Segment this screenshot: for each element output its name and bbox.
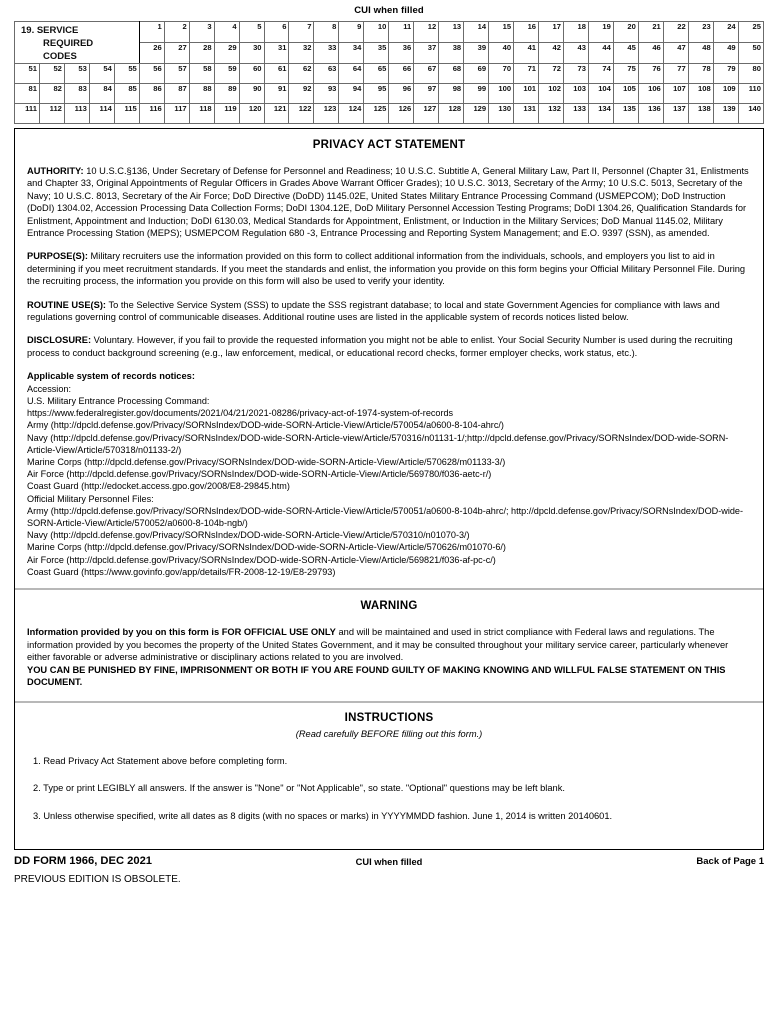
code-cell[interactable]: 1 bbox=[139, 22, 164, 43]
purpose-label: PURPOSE(S): bbox=[27, 251, 88, 262]
records-notices-list bbox=[27, 383, 751, 578]
code-cell[interactable]: 111 bbox=[15, 104, 40, 124]
records-notice-line: Air Force (http://dpcld.defense.gov/Privacy/SORNsIndex/DOD-wide-SORN-Article-View/Article/569821/f036-af-pc-c/) bbox=[27, 554, 496, 565]
code-cell[interactable]: 11 bbox=[389, 22, 414, 43]
records-notice-line: Marine Corps (http://dpcld.defense.gov/Privacy/SORNsIndex/DOD-wide-SORN-Article-View/Article/570628/m01133-3/) bbox=[27, 456, 506, 467]
codes-row bbox=[15, 104, 764, 124]
code-cell[interactable]: 60 bbox=[239, 64, 264, 84]
codes-table-body bbox=[15, 22, 764, 124]
code-cell[interactable]: 74 bbox=[588, 64, 613, 84]
code-cell[interactable]: 73 bbox=[563, 64, 588, 84]
code-cell[interactable]: 32 bbox=[289, 43, 314, 64]
service-required-codes-label bbox=[15, 22, 140, 64]
codes-row bbox=[15, 64, 764, 84]
code-cell[interactable]: 123 bbox=[314, 104, 339, 124]
statements-box bbox=[14, 128, 764, 850]
code-cell[interactable]: 8 bbox=[314, 22, 339, 43]
authority-label: AUTHORITY: bbox=[27, 166, 84, 176]
code-cell[interactable]: 75 bbox=[613, 64, 638, 84]
warning-punishment-text: YOU CAN BE PUNISHED BY FINE, IMPRISONMENT OR BOTH IF YOU ARE FOUND GUILTY OF MAKING KNOWING AND WILLFUL FALSE STATEMENT ON THIS DOCUMENT. bbox=[27, 664, 726, 688]
code-cell[interactable]: 119 bbox=[214, 104, 239, 124]
code-cell[interactable]: 24 bbox=[713, 22, 738, 43]
disclosure-paragraph bbox=[27, 334, 751, 359]
warning-normal-text: and will be maintained and used in strict compliance with Federal laws and regulations. The information provided by you becomes the property of the United States Government, and it may be consulted throughout your military service career, particularly whenever either favorable or adverse administrative or disciplinary actions related to you are involved. bbox=[27, 626, 729, 663]
code-cell[interactable]: 47 bbox=[663, 43, 688, 64]
code-cell[interactable]: 110 bbox=[738, 84, 763, 104]
code-cell[interactable]: 90 bbox=[239, 84, 264, 104]
warning-title: WARNING bbox=[360, 599, 418, 612]
service-required-codes-table bbox=[14, 21, 764, 124]
code-cell[interactable]: 140 bbox=[738, 104, 763, 124]
purpose-paragraph bbox=[27, 250, 751, 287]
code-cell[interactable]: 99 bbox=[464, 84, 489, 104]
code-cell[interactable]: 18 bbox=[563, 22, 588, 43]
instructions-title: INSTRUCTIONS bbox=[344, 711, 434, 724]
code-cell[interactable]: 58 bbox=[189, 64, 214, 84]
code-cell[interactable]: 15 bbox=[489, 22, 514, 43]
code-cell[interactable]: 2 bbox=[164, 22, 189, 43]
code-cell[interactable]: 138 bbox=[688, 104, 713, 124]
routine-use-paragraph bbox=[27, 299, 751, 324]
routine-use-label: ROUTINE USE(S): bbox=[27, 299, 107, 310]
instructions-section bbox=[15, 703, 763, 849]
code-cell[interactable]: 89 bbox=[214, 84, 239, 104]
codes-label-line-1: 19. SERVICE bbox=[21, 25, 79, 36]
privacy-act-title: PRIVACY ACT STATEMENT bbox=[312, 139, 466, 151]
cui-header-banner: CUI when filled bbox=[354, 5, 424, 16]
code-cell[interactable]: 93 bbox=[314, 84, 339, 104]
records-notice-line: Coast Guard (https://www.govinfo.gov/app/details/FR-2008-12-19/E8-29793) bbox=[27, 566, 336, 577]
records-notice-line: Accession: bbox=[27, 383, 71, 394]
code-cell[interactable]: 34 bbox=[339, 43, 364, 64]
code-cell[interactable]: 65 bbox=[364, 64, 389, 84]
code-cell[interactable]: 52 bbox=[39, 64, 64, 84]
code-cell[interactable]: 4 bbox=[214, 22, 239, 43]
code-cell[interactable]: 46 bbox=[638, 43, 663, 64]
code-cell[interactable]: 72 bbox=[539, 64, 564, 84]
code-cell[interactable]: 108 bbox=[688, 84, 713, 104]
authority-text: 10 U.S.C.§136, Under Secretary of Defense for Personnel and Readiness; 10 U.S.C. Subtitle A, General Military Law, Part II, Personnel (Chapter 31, Enlistments and Chapter 33, Original Appointments of Regular Officers in Grades Above Warrant Officer Grades); 10 U.S.C. 3013, Secretary of the Army; 10 U.S.C. 5013, Secretary of the Navy; 10 U.S.C. 8013, Secretary of the Air Force; DoD Directive (DoDD) 1145.02E, United States Military Entrance Processing Command (USMEPCOM); DoD Instruction (DoDI) 1304.02, Accession Processing Data Collection Forms; DoDI 1304.12E, DoD Military Personnel Accession Testing Programs; DoDI 1304.26, Qualification Standards for Enlistment, Appointment and Induction; DoDI 6130.03, Medical Standards for Appointment, Enlistment, or Induction in the Military Services; DoD Manual 1145.02, Military Entrance Processing Station (MEPS); USMEPCOM Regulation 680 -3, Entrance Processing and Reporting System Management; and E.O. 9397 (SSN), as amended. bbox=[27, 166, 749, 239]
records-notice-line: Coast Guard (http://edocket.access.gpo.gov/2008/E8-29845.htm) bbox=[27, 481, 290, 492]
code-cell[interactable]: 102 bbox=[539, 84, 564, 104]
code-cell[interactable]: 134 bbox=[588, 104, 613, 124]
code-cell[interactable]: 69 bbox=[464, 64, 489, 84]
code-cell[interactable]: 77 bbox=[663, 64, 688, 84]
footer-main-row bbox=[14, 855, 764, 870]
code-cell[interactable]: 41 bbox=[514, 43, 539, 64]
code-cell[interactable]: 100 bbox=[489, 84, 514, 104]
code-cell[interactable]: 23 bbox=[688, 22, 713, 43]
code-cell[interactable]: 44 bbox=[588, 43, 613, 64]
code-cell[interactable]: 125 bbox=[364, 104, 389, 124]
code-cell[interactable]: 59 bbox=[214, 64, 239, 84]
disclosure-label: DISCLOSURE: bbox=[27, 335, 92, 346]
code-cell[interactable]: 54 bbox=[89, 64, 114, 84]
code-cell[interactable]: 82 bbox=[39, 84, 64, 104]
code-cell[interactable]: 43 bbox=[563, 43, 588, 64]
codes-row bbox=[15, 22, 764, 43]
code-cell[interactable]: 31 bbox=[264, 43, 289, 64]
codes-label-line-3: CODES bbox=[43, 51, 77, 62]
code-cell[interactable]: 9 bbox=[339, 22, 364, 43]
code-cell[interactable]: 25 bbox=[738, 22, 763, 43]
code-cell[interactable]: 6 bbox=[264, 22, 289, 43]
code-cell[interactable]: 94 bbox=[339, 84, 364, 104]
code-cell[interactable]: 48 bbox=[688, 43, 713, 64]
code-cell[interactable]: 70 bbox=[489, 64, 514, 84]
code-cell[interactable]: 35 bbox=[364, 43, 389, 64]
code-cell[interactable]: 62 bbox=[289, 64, 314, 84]
records-notices-heading: Applicable system of records notices: bbox=[27, 371, 195, 382]
code-cell[interactable]: 131 bbox=[514, 104, 539, 124]
code-cell[interactable]: 3 bbox=[189, 22, 214, 43]
code-cell[interactable]: 109 bbox=[713, 84, 738, 104]
code-cell[interactable]: 71 bbox=[514, 64, 539, 84]
code-cell[interactable]: 76 bbox=[638, 64, 663, 84]
code-cell[interactable]: 83 bbox=[64, 84, 89, 104]
code-cell[interactable]: 22 bbox=[663, 22, 688, 43]
code-cell[interactable]: 80 bbox=[738, 64, 763, 84]
code-cell[interactable]: 137 bbox=[663, 104, 688, 124]
instruction-item: 3. Unless otherwise specified, write all dates as 8 digits (with no spaces or marks) in YYYYMMDD fashion. June 1, 2014 is written 20140601. bbox=[33, 810, 613, 821]
code-cell[interactable]: 104 bbox=[588, 84, 613, 104]
records-notice-line: Marine Corps (http://dpcld.defense.gov/Privacy/SORNsIndex/DOD-wide-SORN-Article-View/Article/570626/m01070-6/) bbox=[27, 542, 506, 553]
code-cell[interactable]: 64 bbox=[339, 64, 364, 84]
code-cell[interactable]: 136 bbox=[638, 104, 663, 124]
code-cell[interactable]: 97 bbox=[414, 84, 439, 104]
code-cell[interactable]: 103 bbox=[563, 84, 588, 104]
code-cell[interactable]: 114 bbox=[89, 104, 114, 124]
code-cell[interactable]: 57 bbox=[164, 64, 189, 84]
code-cell[interactable]: 112 bbox=[39, 104, 64, 124]
code-cell[interactable]: 13 bbox=[439, 22, 464, 43]
warning-section bbox=[15, 590, 763, 701]
code-cell[interactable]: 55 bbox=[114, 64, 139, 84]
records-notice-line: Navy (http://dpcld.defense.gov/Privacy/SORNsIndex/DOD-wide-SORN-Article-View/Article/570310/n01070-3/) bbox=[27, 530, 470, 541]
code-cell[interactable]: 81 bbox=[15, 84, 40, 104]
code-cell[interactable]: 85 bbox=[114, 84, 139, 104]
code-cell[interactable]: 19 bbox=[588, 22, 613, 43]
code-cell[interactable]: 96 bbox=[389, 84, 414, 104]
code-cell[interactable]: 98 bbox=[439, 84, 464, 104]
records-notice-line: Air Force (http://dpcld.defense.gov/Privacy/SORNsIndex/DOD-wide-SORN-Article-View/Article/569780/f036-aetc-r/) bbox=[27, 469, 492, 480]
instructions-items bbox=[27, 755, 751, 822]
code-cell[interactable]: 105 bbox=[613, 84, 638, 104]
code-cell[interactable]: 135 bbox=[613, 104, 638, 124]
code-cell[interactable]: 20 bbox=[613, 22, 638, 43]
code-cell[interactable]: 30 bbox=[239, 43, 264, 64]
code-cell[interactable]: 126 bbox=[389, 104, 414, 124]
code-cell[interactable]: 124 bbox=[339, 104, 364, 124]
code-cell[interactable]: 40 bbox=[489, 43, 514, 64]
code-cell[interactable]: 139 bbox=[713, 104, 738, 124]
code-cell[interactable]: 16 bbox=[514, 22, 539, 43]
code-cell[interactable]: 106 bbox=[638, 84, 663, 104]
code-cell[interactable]: 12 bbox=[414, 22, 439, 43]
disclosure-text: Voluntary. However, if you fail to provide the requested information you might not be able to enlist. Your Social Security Number is used during the recruiting process to conduct background screening (e.g., law enforcement, medical, or educational record checks, former employer checks, work status, etc.). bbox=[27, 335, 733, 358]
records-notice-line: Army (http://dpcld.defense.gov/Privacy/SORNsIndex/DOD-wide-SORN-Article-View/Article/570051/a0600-8-104b-ahrc/; http://dpcld.defense.gov/Privacy/SORNsIndex/DOD-wide-SORN-Article-View/Article/570052/a0600-8-104b-ngb/) bbox=[27, 505, 744, 528]
code-cell[interactable]: 117 bbox=[164, 104, 189, 124]
privacy-act-section bbox=[15, 129, 763, 588]
code-cell[interactable]: 14 bbox=[464, 22, 489, 43]
code-cell[interactable]: 56 bbox=[139, 64, 164, 84]
code-cell[interactable]: 113 bbox=[64, 104, 89, 124]
records-notice-line: Navy (http://dpcld.defense.gov/Privacy/SORNsIndex/DOD-wide-SORN-Article-view/Article/570316/n01131-1/;http://dpcld.defense.gov/Privacy/SORNsIndex/DOD-wide-SORN-Article-View/Article/570318/n01133-2/) bbox=[27, 432, 729, 455]
code-cell[interactable]: 133 bbox=[563, 104, 588, 124]
records-notice-line: U.S. Military Entrance Processing Command: bbox=[27, 395, 210, 406]
code-cell[interactable]: 118 bbox=[189, 104, 214, 124]
code-cell[interactable]: 120 bbox=[239, 104, 264, 124]
records-notice-line: Official Military Personnel Files: bbox=[27, 493, 154, 504]
code-cell[interactable]: 7 bbox=[289, 22, 314, 43]
code-cell[interactable]: 79 bbox=[713, 64, 738, 84]
code-cell[interactable]: 5 bbox=[239, 22, 264, 43]
code-cell[interactable]: 92 bbox=[289, 84, 314, 104]
previous-edition-label: PREVIOUS EDITION IS OBSOLETE. bbox=[14, 874, 181, 886]
purpose-text: Military recruiters use the information provided on this form to collect additional information from the individuals, schools, and employers you list to aid in determining if you meet recruitment standards. If you meet the standards and enlist, the information you provide on this form begins your Official Military Personnel File. During the recruiting process, the information you provide on this form will also be used to verify your identity. bbox=[27, 251, 746, 287]
code-cell[interactable]: 61 bbox=[264, 64, 289, 84]
warning-bold-lead: Information provided by you on this form is FOR OFFICIAL USE ONLY bbox=[27, 626, 336, 637]
form-id-label: DD FORM 1966, DEC 2021 bbox=[14, 855, 153, 868]
instruction-item: 2. Type or print LEGIBLY all answers. If the answer is "None" or "Not Applicable", so state. "Optional" questions may be left blank. bbox=[33, 783, 565, 794]
code-cell[interactable]: 42 bbox=[539, 43, 564, 64]
code-cell[interactable]: 53 bbox=[64, 64, 89, 84]
code-cell[interactable]: 130 bbox=[489, 104, 514, 124]
code-cell[interactable]: 115 bbox=[114, 104, 139, 124]
page-footer bbox=[14, 855, 764, 889]
codes-row bbox=[15, 84, 764, 104]
page-note-label: Back of Page 1 bbox=[696, 856, 764, 868]
code-cell[interactable]: 128 bbox=[439, 104, 464, 124]
code-cell[interactable]: 84 bbox=[89, 84, 114, 104]
code-cell[interactable]: 38 bbox=[439, 43, 464, 64]
code-cell[interactable]: 68 bbox=[439, 64, 464, 84]
records-notice-line: https://www.federalregister.gov/documents/2021/04/21/2021-08286/privacy-act-of-1974-system-of-records bbox=[27, 408, 454, 419]
code-cell[interactable]: 121 bbox=[264, 104, 289, 124]
code-cell[interactable]: 26 bbox=[139, 43, 164, 64]
code-cell[interactable]: 45 bbox=[613, 43, 638, 64]
code-cell[interactable]: 33 bbox=[314, 43, 339, 64]
cui-footer-banner: CUI when filled bbox=[355, 857, 423, 868]
code-cell[interactable]: 129 bbox=[464, 104, 489, 124]
code-cell[interactable]: 49 bbox=[713, 43, 738, 64]
code-cell[interactable]: 36 bbox=[389, 43, 414, 64]
code-cell[interactable]: 95 bbox=[364, 84, 389, 104]
code-cell[interactable]: 10 bbox=[364, 22, 389, 43]
code-cell[interactable]: 21 bbox=[638, 22, 663, 43]
codes-label-line-2: REQUIRED bbox=[43, 38, 94, 49]
code-cell[interactable]: 67 bbox=[414, 64, 439, 84]
code-cell[interactable]: 91 bbox=[264, 84, 289, 104]
code-cell[interactable]: 50 bbox=[738, 43, 763, 64]
code-cell[interactable]: 132 bbox=[539, 104, 564, 124]
code-cell[interactable]: 86 bbox=[139, 84, 164, 104]
code-cell[interactable]: 17 bbox=[539, 22, 564, 43]
code-cell[interactable]: 27 bbox=[164, 43, 189, 64]
code-cell[interactable]: 88 bbox=[189, 84, 214, 104]
code-cell[interactable]: 101 bbox=[514, 84, 539, 104]
authority-paragraph bbox=[27, 165, 751, 239]
code-cell[interactable]: 66 bbox=[389, 64, 414, 84]
code-cell[interactable]: 87 bbox=[164, 84, 189, 104]
records-notice-line: Army (http://dpcld.defense.gov/Privacy/SORNsIndex/DOD-wide-SORN-Article-View/Article/570054/a0600-8-104-ahrc/) bbox=[27, 420, 504, 431]
warning-paragraph bbox=[27, 626, 751, 689]
code-cell[interactable]: 107 bbox=[663, 84, 688, 104]
code-cell[interactable]: 116 bbox=[139, 104, 164, 124]
code-cell[interactable]: 28 bbox=[189, 43, 214, 64]
code-cell[interactable]: 122 bbox=[289, 104, 314, 124]
code-cell[interactable]: 29 bbox=[214, 43, 239, 64]
instructions-subtitle: (Read carefully BEFORE filling out this form.) bbox=[295, 728, 483, 739]
instruction-item: 1. Read Privacy Act Statement above before completing form. bbox=[33, 755, 288, 766]
code-cell[interactable]: 63 bbox=[314, 64, 339, 84]
code-cell[interactable]: 37 bbox=[414, 43, 439, 64]
routine-use-text: To the Selective Service System (SSS) to update the SSS registrant database; to local and state Government Agencies for compliance with laws and regulations governing control of communicable diseases. Additional routine uses are listed in the applicable system of records notices listed below. bbox=[27, 299, 720, 323]
code-cell[interactable]: 51 bbox=[15, 64, 40, 84]
code-cell[interactable]: 127 bbox=[414, 104, 439, 124]
code-cell[interactable]: 78 bbox=[688, 64, 713, 84]
code-cell[interactable]: 39 bbox=[464, 43, 489, 64]
